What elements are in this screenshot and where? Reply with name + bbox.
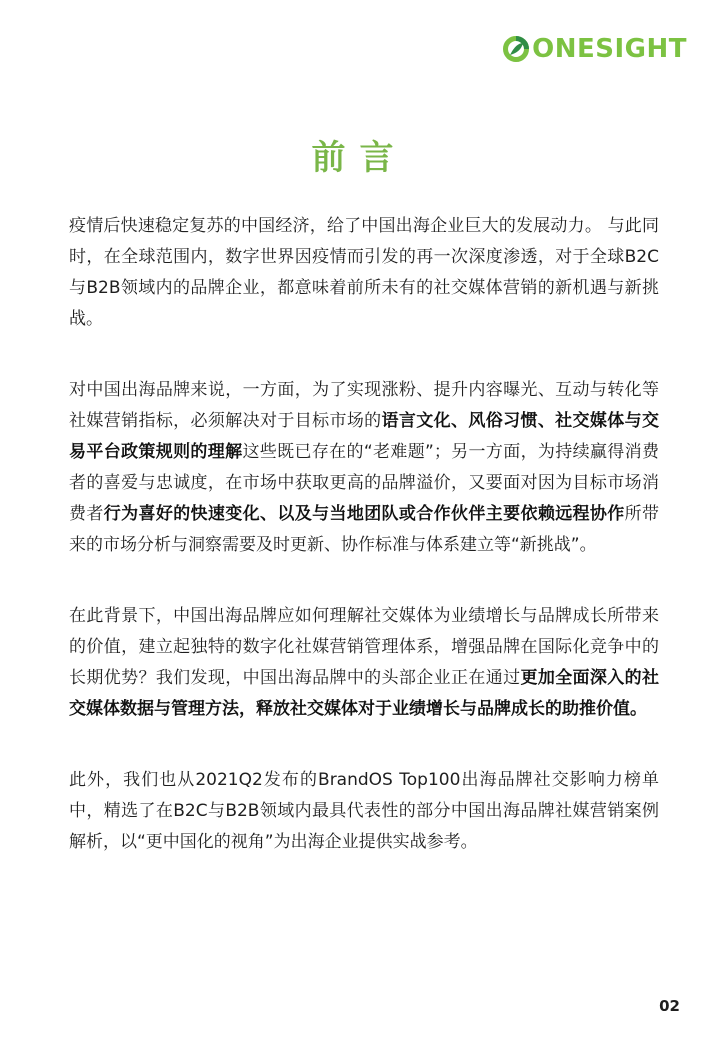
- brand-logo: [502, 34, 687, 64]
- leaf-ring-icon: [502, 35, 530, 63]
- paragraph: [69, 601, 659, 725]
- paragraph-text: 疫情后快速稳定复苏的中国经济，给了中国出海企业巨大的发展动力。 与此同时，在全球范围内，数字世界因疫情而引发的再一次深度渗透，对于全球B2C与B2B领域内的品牌企业，都意味着前所未有的社交媒体营销的新机遇与新挑战。: [69, 216, 659, 329]
- paragraph: [69, 765, 659, 858]
- paragraph: [69, 375, 659, 561]
- paragraph-text: 这些既已存在的“老难题”；另一方面，为持续赢得消费者的喜爱与忠诚度，在市场中获取更高的品牌溢价，又要面对因为目标市场消费者: [69, 442, 659, 524]
- paragraph-text: 所带来的市场分析与洞察需要及时更新、协作标准与体系建立等“新挑战”。: [69, 504, 660, 555]
- paragraph-text: 对中国出海品牌来说，一方面，为了实现涨粉、提升内容曝光、互动与转化等社媒营销指标，必须解决对于目标市场的: [69, 380, 659, 431]
- brand-logo-text: ONESIGHT: [532, 34, 687, 64]
- paragraph: [69, 211, 659, 335]
- page-number: 02: [659, 997, 680, 1015]
- body-content: [69, 211, 659, 898]
- paragraph-text: 在此背景下，中国出海品牌应如何理解社交媒体为业绩增长与品牌成长所带来的价值，建立起独特的数字化社媒营销管理体系，增强品牌在国际化竞争中的长期优势？我们发现，中国出海品牌中的头部企业正在通过: [69, 606, 659, 688]
- page-title: 前言: [311, 138, 408, 178]
- paragraph-emphasis: 语言文化、风俗习惯、社交媒体与交易平台政策规则的理解: [69, 411, 660, 462]
- paragraph-emphasis: 行为喜好的快速变化、以及与当地团队或合作伙伴主要依赖远程协作: [103, 504, 625, 524]
- paragraph-text: 此外，我们也从2021Q2发布的BrandOS Top100出海品牌社交影响力榜单中，精选了在B2C与B2B领域内最具代表性的部分中国出海品牌社媒营销案例解析，以“更中国化的视角”为出海企业提供实战参考。: [69, 770, 659, 852]
- paragraph-emphasis: 更加全面深入的社交媒体数据与管理方法，释放社交媒体对于业绩增长与品牌成长的助推价值。: [69, 668, 660, 719]
